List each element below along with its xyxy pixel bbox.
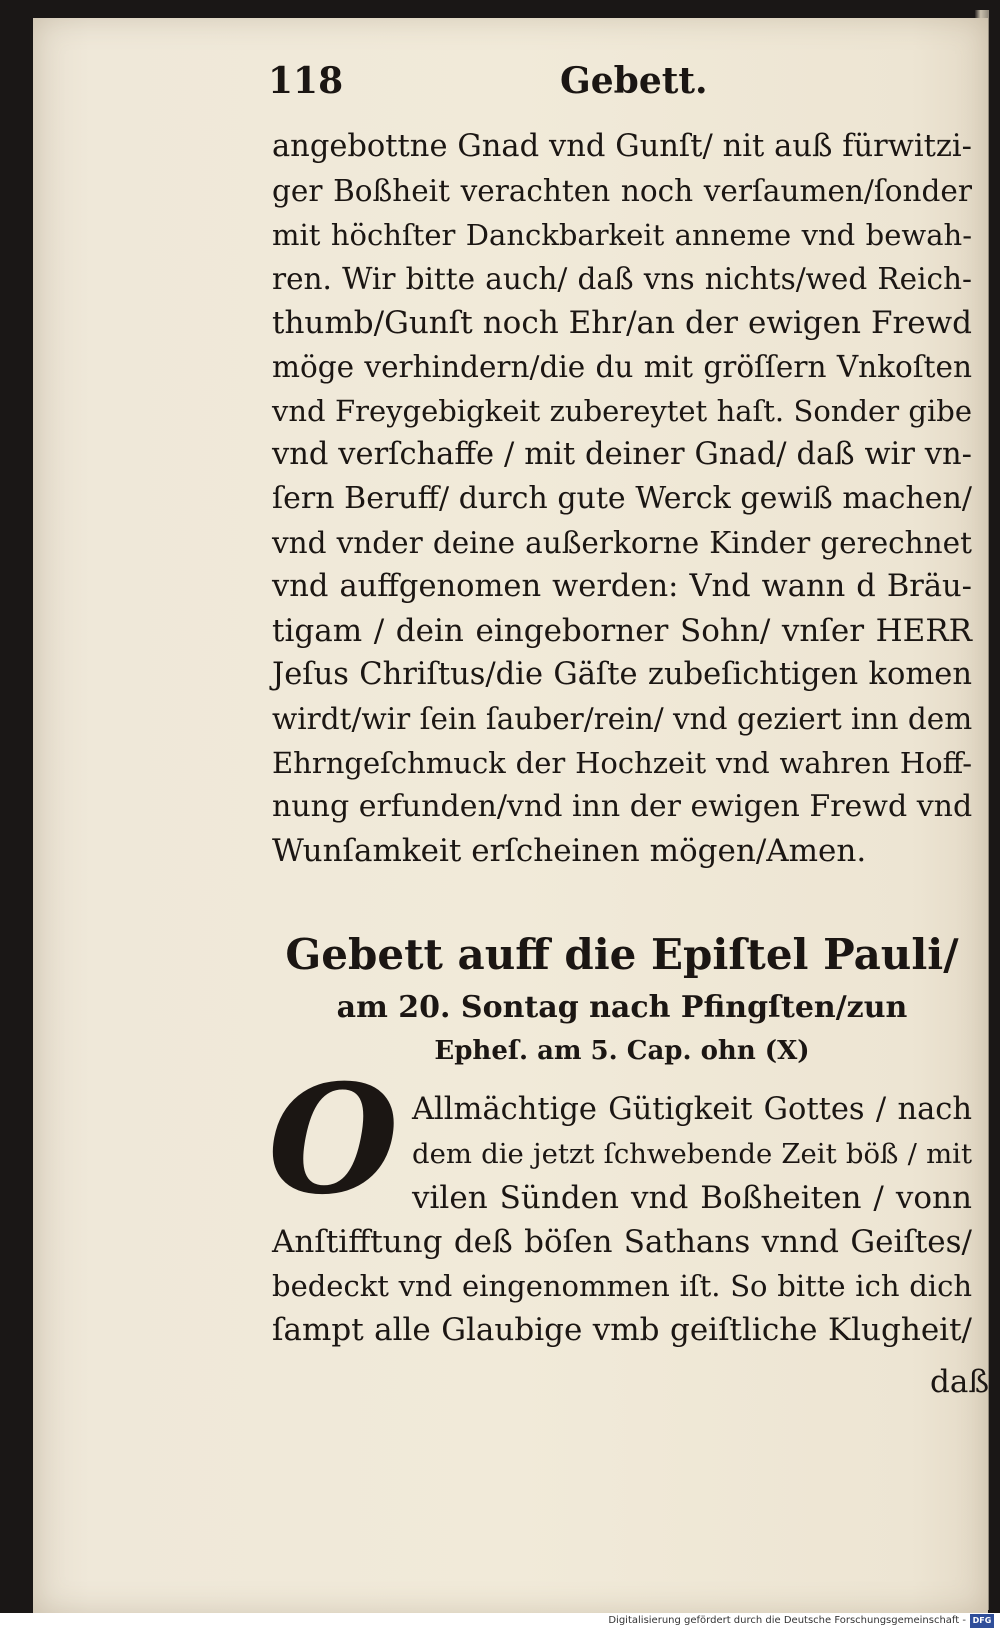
- text-line: angebottne Gnad vnd Gunſt/ nit auß fürwitzi-: [272, 129, 972, 164]
- body-text: [272, 125, 972, 873]
- text-line: thumb/Gunſt noch Ehr/an der ewigen Frewd: [272, 305, 972, 341]
- text-line: bedeckt vnd eingenommen iſt. So bitte ich dich: [272, 1269, 972, 1303]
- text-line: möge verhindern/die du mit gröſſern Vnkoſten: [272, 350, 972, 384]
- prayer-text: [272, 1220, 972, 1352]
- section-reference: Epheſ. am 5. Cap. ohn (X): [434, 1036, 810, 1066]
- text-line: Jeſus Chriſtus/die Gäſte zubeſichtigen komen: [272, 657, 972, 692]
- text-line: ſampt alle Glaubige vmb geiſtliche Klugheit/: [272, 1312, 972, 1348]
- text-line: ger Boßheit verachten noch verſaumen/ſonder: [272, 174, 972, 208]
- text-line: tigam / dein eingeborner Sohn/ vnſer HERR: [272, 613, 972, 649]
- section-subtitle: am 20. Sontag nach Pfingſten/zun: [336, 990, 908, 1025]
- page-number: 118: [268, 60, 344, 102]
- text-line: nung erfunden/vnd inn der ewigen Frewd vnd: [272, 789, 973, 824]
- text-line: Anſtifftung deß böſen Sathans vnnd Geiſtes/: [272, 1224, 972, 1260]
- text-line: vnd vnder deine außerkorne Kinder gerechnet: [272, 526, 972, 560]
- text-line: ren. Wir bitte auch/ daß vns nichts/wed Reich-: [272, 262, 972, 296]
- dfg-logo: DFG: [970, 1614, 994, 1628]
- text-line: mit höchſter Danckbarkeit anneme vnd bewah-: [272, 218, 972, 252]
- footer-credit: Digitalisierung gefördert durch die Deutsche Forschungsgemeinschaft -: [608, 1615, 966, 1626]
- text-line: Ehrngeſchmuck der Hochzeit vnd wahren Hoff-: [272, 746, 972, 780]
- running-head: Gebett.: [560, 60, 708, 102]
- text-line: dem die jetzt ſchwebende Zeit böß / mit: [412, 1138, 972, 1170]
- catchword: daß: [930, 1364, 990, 1400]
- text-line: wirdt/wir ſein ſauber/rein/ vnd geziert inn dem: [272, 702, 973, 736]
- text-line: Wunſamkeit erſcheinen mögen/Amen.: [272, 833, 867, 869]
- section-title: Gebett auff die Epiſtel Pauli/: [285, 930, 959, 979]
- text-line: vnd verſchaffe / mit deiner Gnad/ daß wir vn-: [272, 437, 972, 472]
- text-line: vilen Sünden vnd Boßheiten / vonn: [412, 1180, 972, 1216]
- text-line: vnd Freygebigkeit zubereytet haſt. Sonder gibe: [272, 394, 972, 428]
- prayer-text-indented: [412, 1088, 972, 1220]
- text-line: ſern Beruff/ durch gute Werck gewiß machen/: [272, 481, 972, 516]
- text-line: Allmächtige Gütigkeit Gottes / nach: [412, 1092, 972, 1127]
- decorated-initial: O: [268, 1052, 399, 1228]
- text-line: vnd auffgenomen werden: Vnd wann d Bräu-: [272, 569, 972, 604]
